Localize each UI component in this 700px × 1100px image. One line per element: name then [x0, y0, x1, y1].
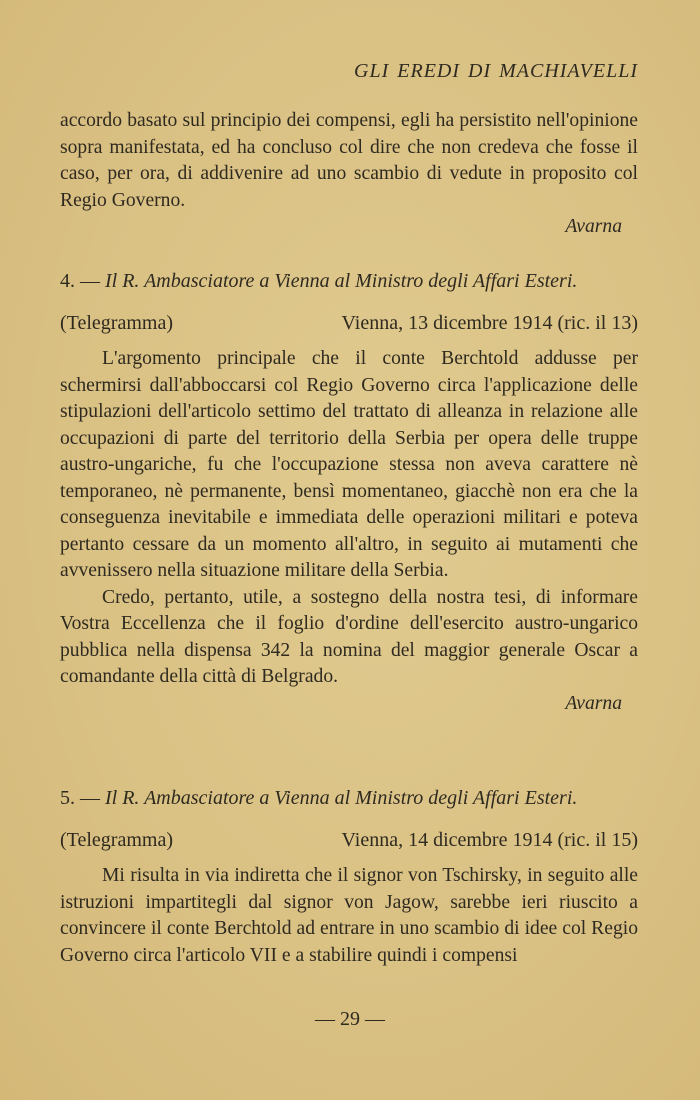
page-number: — 29 — — [315, 1008, 385, 1030]
signature-avarna: Avarna — [565, 692, 622, 714]
telegram-type: (Telegramma) — [60, 829, 173, 851]
document-heading — [60, 785, 638, 812]
document-heading — [60, 268, 638, 295]
document-paragraph: L'argomento principale che il conte Berchtold addusse per schermirsi dall'abboccarsi col Regio Governo circa l'applicazione delle stipulazioni dell'articolo settimo del trattato di alleanza in relazione alle occupazioni di parte del territorio della Serbia per opera delle truppe austro-ungariche, fu che l'occupazione stessa non aveva carattere nè temporaneo, nè permanente, bensì momentaneo, giacchè non era che la conseguenza inevitabile e immediata delle operazioni militari e poteva pertanto cessare da un momento all'altro, in seguito ai mutamenti che avvenissero nella situazione militare della Serbia. — [60, 348, 638, 581]
document-number: 4. — — [60, 270, 100, 292]
signature-avarna: Avarna — [565, 216, 622, 237]
document-paragraph: Mi risulta in via indiretta che il signor von Tschirsky, in seguito alle istruzioni impartitegli dal signor von Jagow, sarebbe ieri riuscito a convincere il conte Berchtold ad entrare in uno scambio di idee col Regio Governo circa l'articolo VII e a stabilire quindi i compensi — [60, 865, 638, 966]
telegram-date: Vienna, 13 dicembre 1914 (ric. il 13) — [341, 312, 638, 334]
telegram-type: (Telegramma) — [60, 312, 173, 334]
document-paragraph: Credo, pertanto, utile, a sostegno della nostra tesi, di informare Vostra Eccellenza che il foglio d'ordine dell'esercito austro-ungarico pubblica nella dispensa 342 la nomina del maggior generale Oscar a comandante della città di Belgrado. — [60, 586, 638, 687]
telegram-date: Vienna, 14 dicembre 1914 (ric. il 15) — [341, 829, 638, 851]
telegram-meta — [60, 827, 638, 854]
document-number: 5. — — [60, 787, 100, 809]
document-5 — [60, 785, 638, 969]
document-4 — [60, 268, 638, 717]
telegram-meta — [60, 310, 638, 337]
document-title: Il R. Ambasciatore a Vienna al Ministro degli Affari Esteri. — [105, 787, 578, 809]
continuation-block — [60, 108, 638, 241]
continuation-paragraph: accordo basato sul principio dei compensi, egli ha persistito nell'opinione sopra manifestata, ed ha concluso col dire che non credeva che fosse il caso, per ora, di addivenire ad uno scambio di vedute in proposito col Regio Governo. — [60, 110, 638, 211]
running-head: GLI EREDI DI MACHIAVELLI — [354, 60, 638, 82]
document-title: Il R. Ambasciatore a Vienna al Ministro degli Affari Esteri. — [105, 270, 578, 292]
